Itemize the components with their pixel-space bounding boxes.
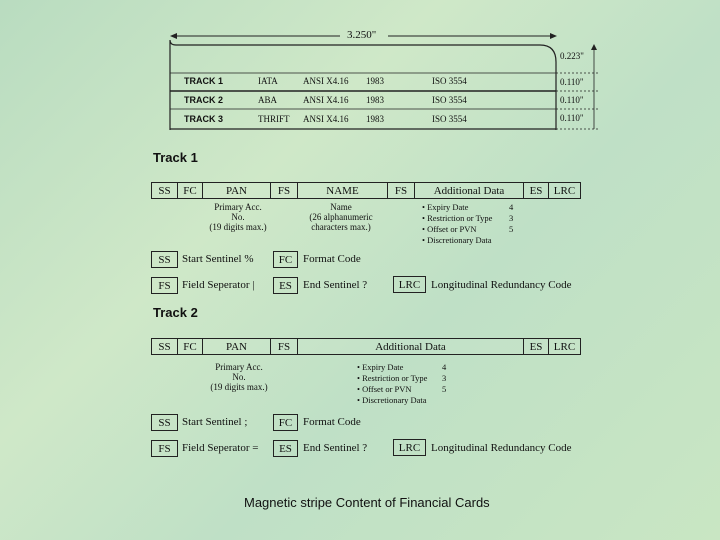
track1-legend-fs-text: Field Seperator |	[182, 279, 255, 291]
track-row-org: THRIFT	[258, 114, 290, 124]
track-row-std: ANSI X4.16	[303, 76, 349, 86]
track2-legend-es-box: ES	[273, 440, 298, 457]
track2-field-ss: SS	[151, 338, 178, 355]
track2-legend-lrc-text: Longitudinal Redundancy Code	[431, 442, 572, 454]
desc-line: Primary Acc.	[215, 362, 263, 372]
track2-pan-description	[198, 362, 280, 392]
track1-field-fs2: FS	[388, 182, 415, 199]
track1-title: Track 1	[153, 150, 198, 165]
width-label: 3.250"	[347, 29, 377, 41]
track-row-name: TRACK 3	[184, 114, 224, 124]
bullet-item: • Restriction or Type	[357, 373, 428, 383]
track1-name-description	[296, 202, 386, 232]
bullet-item: • Discretionary Data	[357, 395, 427, 405]
desc-line: No.	[231, 212, 245, 222]
bullet-item: • Offset or PVN	[357, 384, 412, 394]
track1-legend-ss-box: SS	[151, 251, 178, 268]
track2-field-fs: FS	[271, 338, 298, 355]
track1-height-label: 0.110"	[560, 77, 584, 87]
track3-height-label: 0.110"	[560, 113, 584, 123]
desc-line: Primary Acc.	[214, 202, 262, 212]
track1-legend-fs-box: FS	[151, 277, 178, 294]
track1-legend-lrc-text: Longitudinal Redundancy Code	[431, 279, 572, 291]
track2-legend-fc-box: FC	[273, 414, 298, 431]
track1-field-fc: FC	[178, 182, 203, 199]
track1-legend-fc-text: Format Code	[303, 253, 361, 265]
track2-field-fc: FC	[178, 338, 203, 355]
track1-legend-ss-text: Start Sentinel %	[182, 253, 254, 265]
track-row-year: 1983	[366, 76, 384, 86]
top-height-label: 0.223"	[560, 51, 584, 61]
bullet-item: • Expiry Date	[422, 202, 469, 212]
desc-line: (26 alphanumeric	[309, 212, 373, 222]
track2-field-row	[151, 338, 581, 355]
track-row-year: 1983	[366, 114, 384, 124]
track2-legend-fs-text: Field Seperator =	[182, 442, 259, 454]
card-stripe-drawing	[0, 0, 720, 140]
track1-field-name: NAME	[298, 182, 388, 199]
track2-legend-lrc-box: LRC	[393, 439, 426, 456]
track-row-name: TRACK 2	[184, 95, 224, 105]
card-outline	[170, 40, 556, 130]
track2-field-lrc: LRC	[549, 338, 581, 355]
desc-line: Name	[330, 202, 352, 212]
track1-legend-es-text: End Sentinel ?	[303, 279, 368, 291]
bullet-item: • Expiry Date	[357, 362, 404, 372]
track1-field-es: ES	[524, 182, 549, 199]
track2-legend-fs-box: FS	[151, 440, 178, 457]
track1-pan-description	[198, 202, 278, 232]
track-row-name: TRACK 1	[184, 76, 224, 86]
track1-field-row	[151, 182, 581, 199]
track2-legend-ss-box: SS	[151, 414, 178, 431]
track-row-iso: ISO 3554	[432, 95, 467, 105]
track-row-iso: ISO 3554	[432, 76, 467, 86]
desc-line: No.	[232, 372, 246, 382]
track1-legend-es-box: ES	[273, 277, 298, 294]
track-row-org: ABA	[258, 95, 278, 105]
track-row-std: ANSI X4.16	[303, 95, 349, 105]
figure-caption: Magnetic stripe Content of Financial Cards	[244, 495, 490, 510]
track1-legend-lrc-box: LRC	[393, 276, 426, 293]
track-row-org: IATA	[258, 76, 278, 86]
track1-field-pan: PAN	[203, 182, 271, 199]
track1-field-lrc: LRC	[549, 182, 581, 199]
track2-field-additional-data: Additional Data	[298, 338, 524, 355]
track2-height-label: 0.110"	[560, 95, 584, 105]
track1-legend-fc-box: FC	[273, 251, 298, 268]
bullet-num: 3	[442, 373, 447, 383]
bullet-num: 3	[509, 213, 514, 223]
bullet-num: 4	[442, 362, 447, 372]
track2-legend-ss-text: Start Sentinel ;	[182, 416, 248, 428]
track2-field-es: ES	[524, 338, 549, 355]
track2-legend-fc-text: Format Code	[303, 416, 361, 428]
bullet-num: 5	[509, 224, 514, 234]
bullet-item: • Restriction or Type	[422, 213, 493, 223]
track2-field-pan: PAN	[203, 338, 271, 355]
track-row-year: 1983	[366, 95, 384, 105]
desc-line: (19 digits max.)	[209, 222, 267, 232]
track1-field-additional-data: Additional Data	[415, 182, 524, 199]
desc-line: characters max.)	[311, 222, 371, 232]
track-row-iso: ISO 3554	[432, 114, 467, 124]
bullet-num: 4	[509, 202, 514, 212]
track2-legend-es-text: End Sentinel ?	[303, 442, 368, 454]
bullet-num: 5	[442, 384, 447, 394]
track2-title: Track 2	[153, 305, 198, 320]
track1-field-fs: FS	[271, 182, 298, 199]
bullet-item: • Discretionary Data	[422, 235, 492, 245]
track1-field-ss: SS	[151, 182, 178, 199]
bullet-item: • Offset or PVN	[422, 224, 477, 234]
desc-line: (19 digits max.)	[210, 382, 268, 392]
track-row-std: ANSI X4.16	[303, 114, 349, 124]
